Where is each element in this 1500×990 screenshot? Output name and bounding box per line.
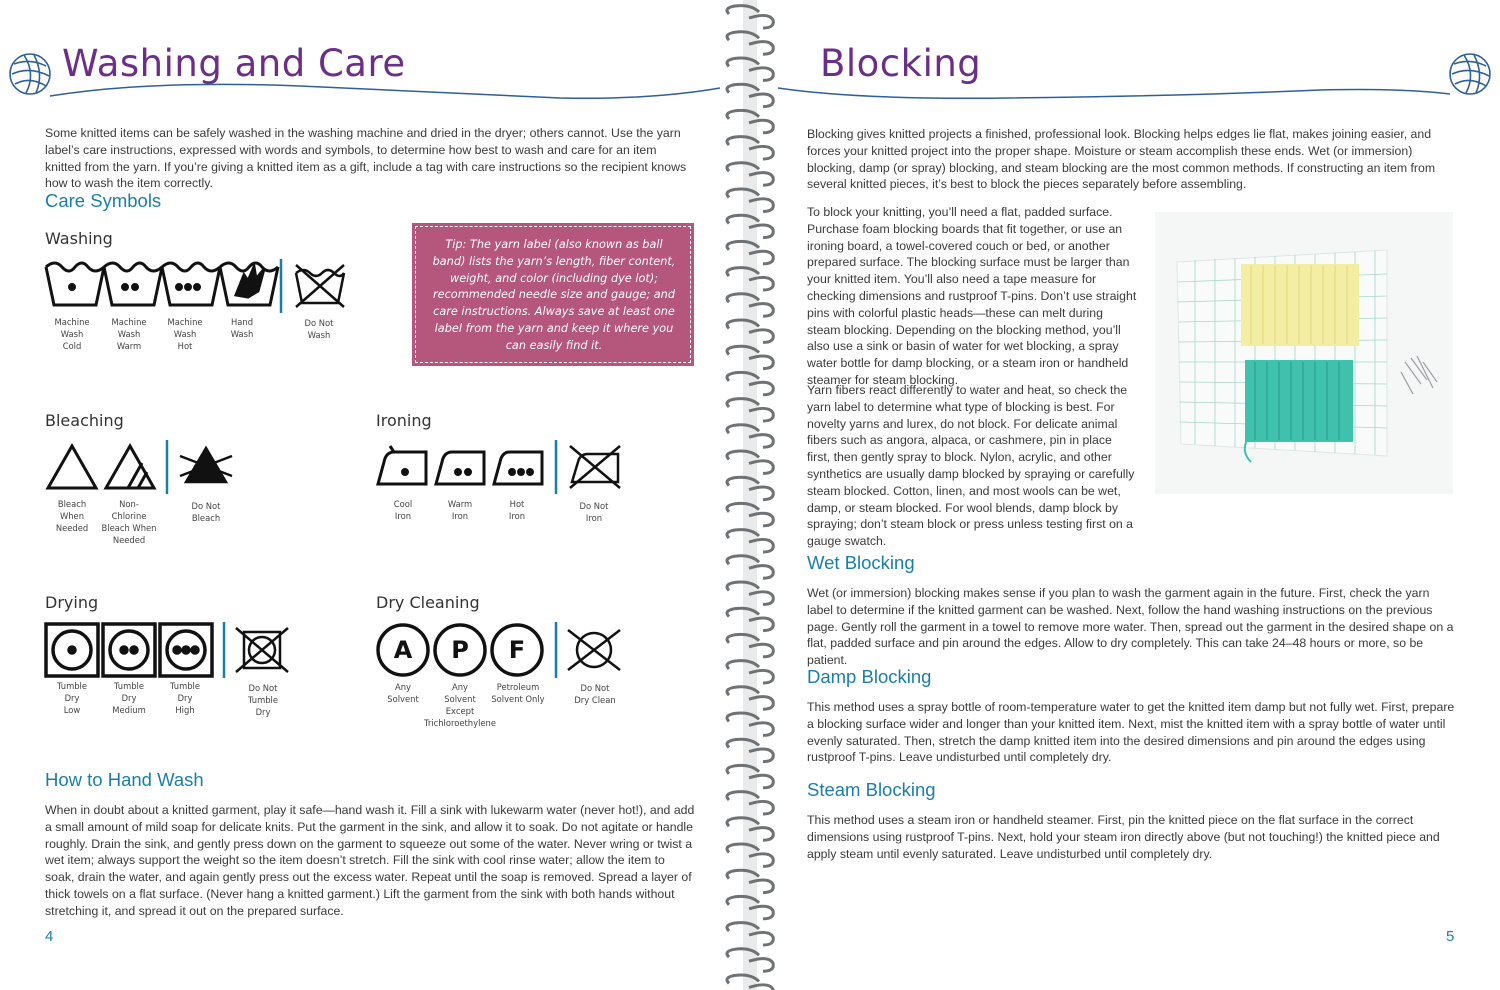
- washing-caption: Machine Wash Warm: [111, 317, 147, 351]
- drying-caption: Tumble Dry Low: [56, 681, 88, 715]
- drying-label: Drying: [45, 593, 99, 612]
- washing-caption: Hand Wash: [230, 317, 254, 339]
- dry-cleaning-caption: Any Solvent Except Trichloroethylene: [423, 682, 497, 728]
- dry-clean-letter-a: A: [393, 636, 413, 664]
- care-symbols-heading: Care Symbols: [45, 190, 162, 211]
- bleaching-label: Bleaching: [45, 411, 124, 430]
- do-not-iron-icon: [570, 446, 620, 488]
- wash-warm-icon: [104, 263, 162, 305]
- tumble-dry-low-icon: [46, 624, 98, 676]
- washing-label: Washing: [45, 229, 113, 248]
- do-not-wash-icon: [296, 265, 344, 307]
- washing-caption: Do Not Wash: [304, 318, 334, 340]
- non-chlorine-bleach-icon: [106, 446, 154, 488]
- wet-blocking-paragraph: Wet (or immersion) blocking makes sense if you plan to wash the garment again in the future. First, check the yarn label to determine if the knitted garment can be washed. Next, follow the hand washing instructions on the previous page. Gently roll the garment in a towel to remove more water. Then, spread out the garment in the desired shape on a flat, padded surface and pin around the edges. Allow to dry completely. This can take 24–48 hours or more, so be patient.: [807, 586, 1454, 668]
- drying-symbols: [42, 620, 302, 680]
- yarn-ball-icon: [10, 54, 50, 94]
- yarn-ball-icon: [1450, 54, 1490, 94]
- bleaching-caption: Bleach When Needed: [55, 499, 89, 533]
- ironing-caption: Hot Iron: [508, 499, 526, 521]
- damp-blocking-paragraph: This method uses a spray bottle of room-temperature water to get the knitted item damp but not fully wet. First, prepare a blocking surface wider and longer than your knitted item. Next, mist the knitted item with a spray bottle of water until evenly saturated. Then, stretch the damp knitted item into the desired dimensions and pin around the edges using rustproof T-pins. Leave undisturbed until completely dry.: [807, 700, 1455, 765]
- tip-box: [415, 226, 691, 363]
- blocking-intro-paragraph: Blocking gives knitted projects a finished, professional look. Blocking helps edges lie flat, makes joining easier, and forces your knitted project into the proper shape. Moisture or steam accomplish these ends. Wet (or immersion) blocking, damp (or spray) blocking, and steam blocking are the most common methods. If constructing an item from several knitted pieces, it’s best to block the pieces separately before assembling.: [807, 127, 1436, 192]
- wash-cold-icon: [46, 263, 104, 305]
- bleaching-caption: Do Not Bleach: [191, 501, 221, 523]
- steam-blocking-heading: Steam Blocking: [807, 779, 936, 800]
- ironing-symbols: [372, 440, 632, 496]
- bleaching-symbols: [40, 438, 240, 496]
- spiral-binding: [715, 0, 785, 990]
- dry-cleaning-label: Dry Cleaning: [376, 593, 480, 612]
- drying-caption: Do Not Tumble Dry: [247, 683, 279, 717]
- tumble-dry-medium-icon: [103, 624, 155, 676]
- blocking-fibers-paragraph: Yarn fibers react differently to water and heat, so check the yarn label to determine what type of blocking is best. For novelty yarns and lurex, do not block. For delicate animal fibers such as angora, alpaca, or cashmere, pin in place first, then gently spray to block. Nylon, acrylic, and other synthetics are usually damp blocked by spraying or carefully steam blocked. Cotton, linen, and most wools can be wet, damp, or steam blocked. For wool blends, damp block by spraying; don’t steam block or press unless testing first on a gauge swatch.: [807, 383, 1135, 549]
- blocking-supplies-paragraph: To block your knitting, you’ll need a flat, padded surface. Purchase foam blocking boards that fit together, or use an ironing board, a towel-covered couch or bed, or another prepared surface. The blocking surface must be larger than your knitted item. You’ll also need a tape measure for checking dimensions and rustproof T-pins. Don’t use straight pins with colorful plastic heads—these can melt during steam blocking. Depending on the blocking method, you’ll also use a sink or basin of water for wet blocking, a spray water bottle for damp blocking, or a steam iron or handheld steamer for steam blocking.: [807, 205, 1137, 387]
- page-title: Blocking: [820, 42, 982, 85]
- left-header-rule: [50, 84, 720, 98]
- yellow-knit-swatch: [1241, 264, 1359, 346]
- dry-cleaning-caption: Do Not Dry Clean: [574, 683, 616, 705]
- tip-text: Tip: The yarn label (also known as ball band) lists the yarn’s length, fiber content, weight, and color (including dye lot); recommended needle size and gauge; and care instructions. Always save at least one label from the yarn and keep it where you can easily find it.: [432, 238, 676, 352]
- iron-warm-icon: [436, 452, 484, 484]
- hand-wash-heading: How to Hand Wash: [45, 769, 204, 790]
- wash-hot-icon: [162, 263, 220, 305]
- ironing-caption: Cool Iron: [393, 499, 413, 521]
- tumble-dry-high-icon: [160, 624, 212, 676]
- bleaching-caption: Non- Chlorine Bleach When Needed: [101, 499, 157, 545]
- page-title: Washing and Care: [62, 42, 406, 85]
- bleach-icon: [48, 446, 96, 488]
- washing-caption: Machine Wash Cold: [54, 317, 90, 351]
- drying-caption: Tumble Dry Medium: [112, 681, 146, 715]
- left-page: [0, 0, 745, 990]
- dry-clean-letter-f: F: [508, 636, 526, 664]
- steam-blocking-paragraph: This method uses a steam iron or handheld steamer. First, pin the knitted piece on the flat surface in the correct dimensions using rustproof T-pins. Next, hold your steam iron directly above (but not touching!) the knitted piece and apply steam until evenly saturated. Leave undisturbed until completely dry.: [807, 813, 1440, 861]
- page-number: 5: [1446, 928, 1455, 945]
- do-not-bleach-icon: [180, 448, 232, 482]
- ironing-label: Ironing: [376, 411, 432, 430]
- hand-wash-icon: [220, 263, 278, 305]
- ironing-caption: Warm Iron: [447, 499, 473, 521]
- right-page: [760, 0, 1500, 990]
- damp-blocking-heading: Damp Blocking: [807, 666, 932, 687]
- blocking-board-photo: [1155, 212, 1453, 494]
- washing-caption: Machine Wash Hot: [167, 317, 203, 351]
- dry-cleaning-caption: Any Solvent: [387, 682, 419, 704]
- hand-wash-paragraph: When in doubt about a knitted garment, play it safe—hand wash it. Fill a sink with lukewarm water (never hot!), and add a small amount of mild soap for delicate knits. Put the garment in the sink, and allow it to soak. Do not agitate or handle roughly. Drain the sink, and gently press down on the garment to squeeze out some of the water. Never wring or twist a wet item; always support the weight so the item doesn’t stretch. Fill the sink with cool rinse water; allow the item to soak, drain the water, and again gently press out the excess water. Repeat until the soap is removed. Spread a layer of thick towels on a flat surface. (Never hang a knitted garment.) Lift the garment from the sink with both hands without stretching it, and spread it out on the prepared surface.: [45, 803, 695, 918]
- page-number: 4: [45, 928, 54, 945]
- wet-blocking-heading: Wet Blocking: [807, 552, 915, 573]
- drying-caption: Tumble Dry High: [169, 681, 201, 715]
- iron-hot-icon: [494, 452, 542, 484]
- intro-paragraph: Some knitted items can be safely washed in the washing machine and dried in the dryer; others cannot. Use the yarn label’s care instructions, expressed with words and symbols, to determine how best to wash and care for an item knitted from the yarn. If you’re giving a knitted item as a gift, include a tag with care instructions so the recipient knows how to wash the item correctly.: [45, 126, 687, 191]
- do-not-dry-clean-icon: [568, 630, 620, 670]
- do-not-tumble-dry-icon: [236, 628, 288, 672]
- dry-clean-letter-p: P: [451, 636, 469, 664]
- iron-cool-icon: [378, 446, 426, 484]
- washing-symbols: [40, 255, 360, 315]
- ironing-caption: Do Not Iron: [579, 501, 609, 523]
- right-header-rule: [778, 88, 1450, 98]
- dry-cleaning-caption: Petroleum Solvent Only: [491, 682, 545, 704]
